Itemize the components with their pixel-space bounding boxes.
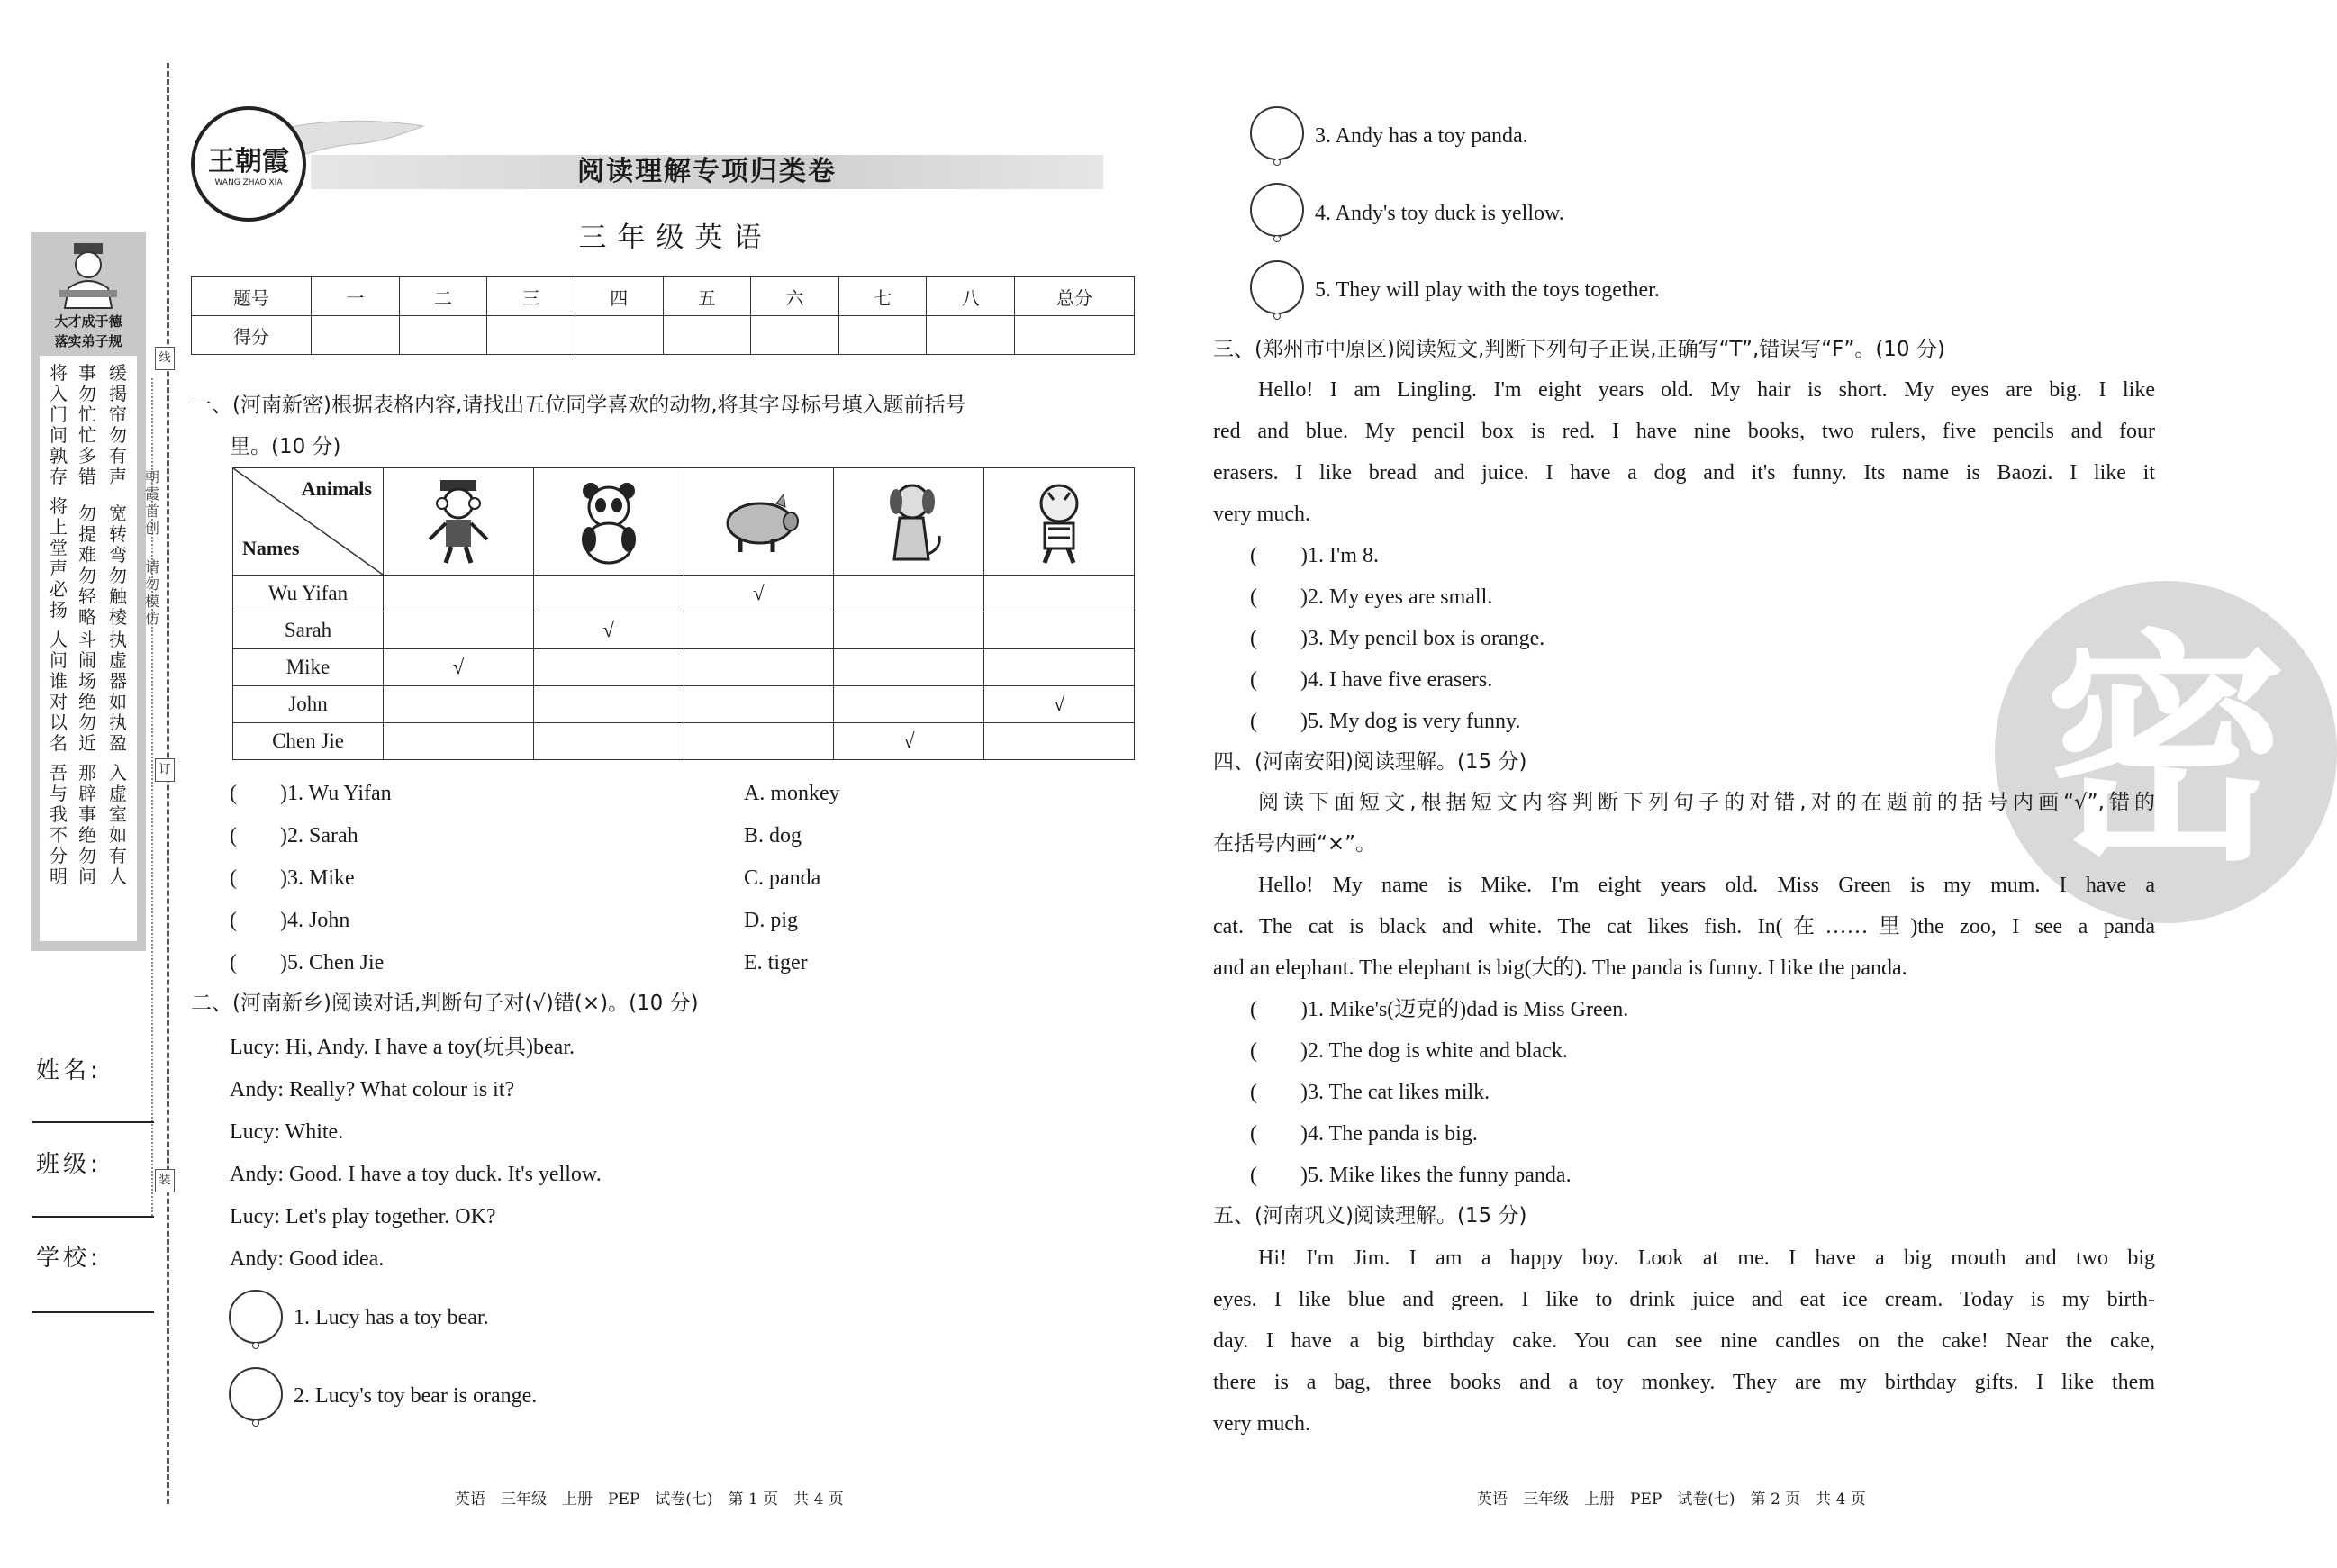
section1-option: A. monkey xyxy=(744,782,840,805)
motto-column: 勿提难勿轻略 xyxy=(78,503,96,628)
check-cell: √ xyxy=(834,723,984,760)
motto-column: 将入门问孰存 xyxy=(50,362,68,487)
animals-table xyxy=(232,467,1135,760)
animal-cell-tiger xyxy=(984,468,1135,576)
section3-question[interactable]: ( )3. My pencil box is orange. xyxy=(1250,627,1545,650)
passage-line: Hello! I am Lingling. I'm eight years old. My hair is short. My eyes are big. I like xyxy=(1258,378,2155,402)
check-cell xyxy=(384,686,534,723)
motto-text-area xyxy=(40,356,137,941)
page-title: 阅读理解专项归类卷 xyxy=(577,156,837,187)
passage-line: red and blue. My pencil box is red. I have nine books, two rulers, five pencils and four xyxy=(1213,420,2155,443)
section1-question[interactable]: ( )1. Wu Yifan xyxy=(230,782,392,805)
table-row xyxy=(233,686,1135,723)
section1-question[interactable]: ( )2. Sarah xyxy=(230,824,358,847)
binding-note: 朝霞首创 xyxy=(144,468,159,537)
motto-group xyxy=(43,363,74,487)
logo-subtext: WANG ZHAO XIA xyxy=(214,178,283,187)
logo-text: 王朝霞 xyxy=(208,146,289,177)
section4-heading: 四、(河南安阳)阅读理解。(15 分) xyxy=(1213,750,1527,774)
score-cell[interactable] xyxy=(663,316,751,355)
animal-cell-dog xyxy=(834,468,984,576)
page-subtitle: 三年级英语 xyxy=(578,222,773,254)
motto-top-line: 落实弟子规 xyxy=(54,333,122,349)
check-cell xyxy=(533,576,684,612)
scholar-icon xyxy=(52,238,124,312)
dialogue-line: Andy: Good. I have a toy duck. It's yellow. xyxy=(230,1163,602,1186)
statement: 1. Lucy has a toy bear. xyxy=(294,1306,489,1329)
instruction-line: 在括号内画“×”。 xyxy=(1213,832,1377,856)
animals-header-row xyxy=(233,468,1135,576)
answer-circle[interactable] xyxy=(229,1367,283,1421)
binding-mark-line: 线 xyxy=(155,347,175,370)
score-header-cell: 六 xyxy=(751,277,839,316)
animal-cell-pig xyxy=(684,468,834,576)
statement: 4. Andy's toy duck is yellow. xyxy=(1315,202,1564,225)
passage-line: Hello! My name is Mike. I'm eight years old. Miss Green is my mum. I have a xyxy=(1258,874,2155,897)
dog-icon xyxy=(864,476,954,566)
pig-icon xyxy=(713,476,803,566)
motto-column: 斗闹场绝勿近 xyxy=(78,629,96,754)
table-row xyxy=(233,576,1135,612)
statement: 2. Lucy's toy bear is orange. xyxy=(294,1384,538,1408)
dialogue-line: Andy: Good idea. xyxy=(230,1247,385,1271)
check-cell xyxy=(384,723,534,760)
dialogue-line: Lucy: White. xyxy=(230,1120,344,1144)
score-cell[interactable] xyxy=(399,316,487,355)
check-cell xyxy=(834,612,984,649)
class-label: 班级: xyxy=(36,1151,102,1178)
section1-option: E. tiger xyxy=(744,951,808,974)
statement: 3. Andy has a toy panda. xyxy=(1315,124,1528,148)
section4-passage xyxy=(1213,865,2155,989)
check-cell xyxy=(384,612,534,649)
motto-group xyxy=(43,496,74,621)
score-cell[interactable] xyxy=(575,316,663,355)
motto-column: 执虚器如执盈 xyxy=(109,629,127,754)
answer-circle[interactable] xyxy=(1250,183,1304,237)
check-cell: √ xyxy=(984,686,1135,723)
section3-heading: 三、(郑州市中原区)阅读短文,判断下列句子正误,正确写“T”,错误写“F”。(10 分) xyxy=(1213,338,1945,361)
binding-mark-zhuang: 装 xyxy=(155,1169,175,1192)
passage-line: Hi! I'm Jim. I am a happy boy. Look at me. I have a big mouth and two big xyxy=(1258,1246,2155,1270)
check-cell xyxy=(834,576,984,612)
tiger-icon xyxy=(1014,476,1104,566)
check-cell xyxy=(684,649,834,686)
binding-note: 请勿模仿 xyxy=(144,558,159,627)
animal-cell-panda xyxy=(533,468,684,576)
score-cell[interactable] xyxy=(838,316,927,355)
check-cell xyxy=(984,612,1135,649)
score-table-score-row xyxy=(192,316,1135,355)
student-name: Wu Yifan xyxy=(233,576,384,612)
motto-column: 吾与我不分明 xyxy=(50,762,68,887)
animal-cell-monkey xyxy=(384,468,534,576)
names-header-label: Names xyxy=(242,537,300,559)
check-cell xyxy=(984,723,1135,760)
check-cell: √ xyxy=(533,612,684,649)
section1-option: B. dog xyxy=(744,824,802,847)
footer-left: 英语 三年级 上册 PEP 试卷(七) 第 1 页 共 4 页 xyxy=(455,1491,844,1509)
check-cell xyxy=(684,686,834,723)
title-bar xyxy=(311,155,1103,189)
class-field-line[interactable] xyxy=(32,1216,154,1218)
passage-line: erasers. I like bread and juice. I have a dog and it's funny. Its name is Baozi. I like it xyxy=(1213,461,2155,485)
passage-line: eyes. I like blue and green. I like to drink juice and eat ice cream. Today is my birth- xyxy=(1213,1288,2155,1311)
motto-group xyxy=(43,763,74,887)
check-cell xyxy=(384,576,534,612)
section4-question[interactable]: ( )1. Mike's(迈克的)dad is Miss Green. xyxy=(1250,998,1629,1021)
name-label: 姓名: xyxy=(36,1057,102,1084)
section1-question[interactable]: ( )3. Mike xyxy=(230,866,355,890)
motto-group xyxy=(43,630,74,754)
student-name: John xyxy=(233,686,384,723)
watermark-text: 密 xyxy=(2044,610,2287,893)
score-header-cell: 四 xyxy=(575,277,663,316)
section4-question[interactable]: ( )2. The dog is white and black. xyxy=(1250,1039,1568,1063)
score-header-cell: 八 xyxy=(927,277,1015,316)
table-row xyxy=(233,612,1135,649)
table-row xyxy=(233,723,1135,760)
motto-column: 那辟事绝勿问 xyxy=(78,762,96,887)
name-field-line[interactable] xyxy=(32,1121,154,1123)
score-table-header-row xyxy=(192,277,1135,316)
score-cell[interactable] xyxy=(927,316,1015,355)
monkey-icon xyxy=(413,476,503,566)
motto-column: 宽转弯勿触棱 xyxy=(109,503,127,628)
score-row-label: 得分 xyxy=(192,316,312,355)
check-cell xyxy=(984,649,1135,686)
section1-question[interactable]: ( )4. John xyxy=(230,909,350,932)
dialogue-line: Lucy: Let's play together. OK? xyxy=(230,1205,496,1228)
footer-right: 英语 三年级 上册 PEP 试卷(七) 第 2 页 共 4 页 xyxy=(1477,1491,1866,1509)
passage-line: very much. xyxy=(1213,503,1310,526)
check-cell xyxy=(984,576,1135,612)
check-cell xyxy=(533,649,684,686)
check-cell xyxy=(684,723,834,760)
score-cell[interactable] xyxy=(487,316,575,355)
section5-heading: 五、(河南巩义)阅读理解。(15 分) xyxy=(1213,1204,1527,1228)
section4-question[interactable]: ( )3. The cat likes milk. xyxy=(1250,1081,1490,1104)
score-header-cell: 七 xyxy=(838,277,927,316)
section1-question[interactable]: ( )5. Chen Jie xyxy=(230,951,385,974)
section3-question[interactable]: ( )4. I have five erasers. xyxy=(1250,668,1493,692)
motto-top-line: 大才成于德 xyxy=(54,313,122,330)
binding-mark-ding: 订 xyxy=(155,758,175,782)
section1-option: D. pig xyxy=(744,909,798,932)
check-cell xyxy=(533,723,684,760)
score-header-cell: 总分 xyxy=(1015,277,1135,316)
motto-column: 事勿忙忙多错 xyxy=(78,362,96,487)
check-cell xyxy=(834,649,984,686)
motto-column: 缓揭帘勿有声 xyxy=(109,362,127,487)
answer-circle[interactable] xyxy=(229,1290,283,1344)
diagonal-header-cell xyxy=(233,468,384,576)
binding-dashed-line xyxy=(167,63,169,1504)
score-header-cell: 二 xyxy=(399,277,487,316)
animals-header-label: Animals xyxy=(301,477,372,500)
motto-column: 人问谁对以名 xyxy=(50,629,68,754)
section3-passage xyxy=(1213,369,2155,535)
section1-heading: 一、(河南新密)根据表格内容,请找出五位同学喜欢的动物,将其字母标号填入题前括号 xyxy=(191,394,966,417)
section2-heading: 二、(河南新乡)阅读对话,判断句子对(√)错(×)。(10 分) xyxy=(191,992,699,1015)
score-header-cell: 一 xyxy=(312,277,400,316)
check-cell: √ xyxy=(684,576,834,612)
motto-column: 入虚室如有人 xyxy=(109,762,127,887)
score-cell[interactable] xyxy=(751,316,839,355)
score-cell[interactable] xyxy=(1015,316,1135,355)
section3-question[interactable]: ( )2. My eyes are small. xyxy=(1250,585,1493,609)
score-cell[interactable] xyxy=(312,316,400,355)
statement: 5. They will play with the toys together. xyxy=(1315,278,1660,302)
student-name: Chen Jie xyxy=(233,723,384,760)
section4-instruction xyxy=(1213,782,2155,865)
motto-panel xyxy=(31,232,146,951)
score-header-cell: 五 xyxy=(663,277,751,316)
instruction-line: 阅读下面短文,根据短文内容判断下列句子的对错,对的在题前的括号内画“√”,错的 xyxy=(1258,791,2155,814)
section3-question[interactable]: ( )1. I'm 8. xyxy=(1250,544,1379,567)
motto-column: 将上堂声必扬 xyxy=(50,495,68,621)
section4-question[interactable]: ( )4. The panda is big. xyxy=(1250,1122,1478,1146)
passage-line: and an elephant. The elephant is big(大的). The panda is funny. I like the panda. xyxy=(1213,956,1907,980)
section1-heading-cont: 里。(10 分) xyxy=(230,435,341,458)
student-name: Sarah xyxy=(233,612,384,649)
logo-badge xyxy=(191,106,306,222)
passage-line: very much. xyxy=(1213,1412,1310,1436)
panda-icon xyxy=(564,476,654,566)
check-cell: √ xyxy=(384,649,534,686)
dialogue-line: Andy: Really? What colour is it? xyxy=(230,1078,515,1101)
check-cell xyxy=(834,686,984,723)
score-table xyxy=(191,276,1135,355)
section1-option: C. panda xyxy=(744,866,821,890)
score-header-cell: 题号 xyxy=(192,277,312,316)
answer-circle[interactable] xyxy=(1250,106,1304,160)
student-name: Mike xyxy=(233,649,384,686)
school-label: 学校: xyxy=(36,1245,102,1272)
dialogue-line: Lucy: Hi, Andy. I have a toy(玩具)bear. xyxy=(230,1036,575,1059)
section4-question[interactable]: ( )5. Mike likes the funny panda. xyxy=(1250,1164,1572,1187)
passage-line: there is a bag, three books and a toy monkey. They are my birthday gifts. I like them xyxy=(1213,1371,2155,1394)
section5-passage xyxy=(1213,1237,2155,1445)
answer-circle[interactable] xyxy=(1250,260,1304,314)
passage-line: day. I have a big birthday cake. You can see nine candles on the cake! Near the cake, xyxy=(1213,1329,2155,1353)
passage-line: cat. The cat is black and white. The cat likes fish. In(在……里)the zoo, I see a panda xyxy=(1213,915,2155,938)
table-row xyxy=(233,649,1135,686)
school-field-line[interactable] xyxy=(32,1311,154,1313)
check-cell xyxy=(533,686,684,723)
section3-question[interactable]: ( )5. My dog is very funny. xyxy=(1250,710,1521,733)
score-header-cell: 三 xyxy=(487,277,575,316)
check-cell xyxy=(684,612,834,649)
